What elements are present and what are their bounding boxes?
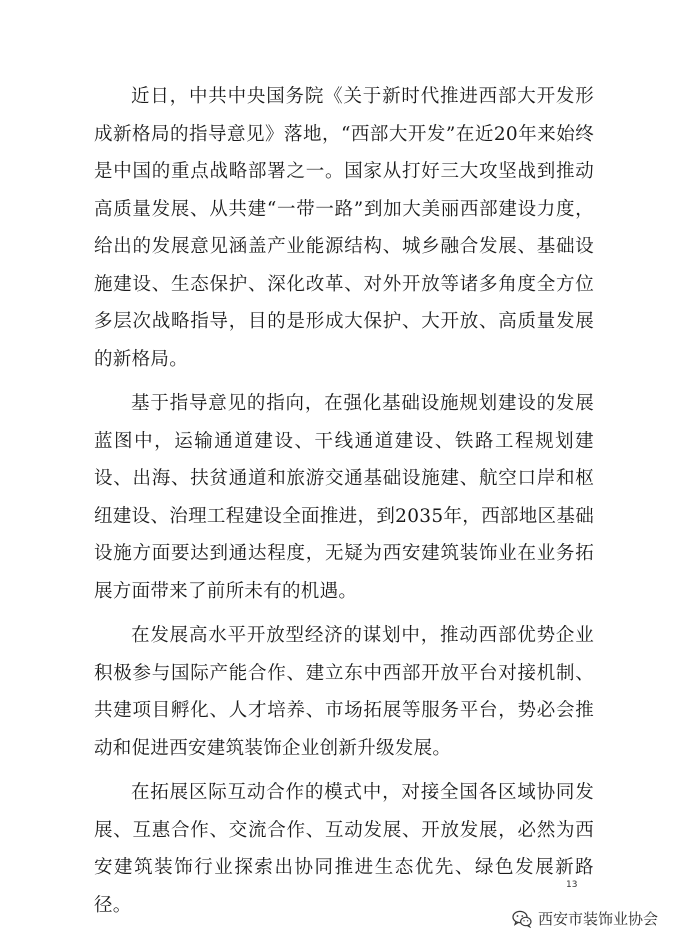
watermark-text: 西安市装饰业协会 xyxy=(537,910,658,928)
wechat-watermark xyxy=(512,908,658,929)
paragraph-1: 近日，中共中央国务院《关于新时代推进西部大开发形成新格局的指导意见》落地，“西部大开发”在近20年来始终是中国的重点战略部署之一。国家从打好三大攻坚战到推动高质量发展、从共建“一带一路”到加大美丽西部建设力度，给出的发展意见涵盖产业能源结构、城乡融合发展、基础设施建设、生态保护、深化改革、对外开放等诸多角度全方位多层次战略指导，目的是形成大保护、大开放、高质量发展的新格局。 xyxy=(94,86,594,370)
document-body xyxy=(94,78,594,931)
wechat-icon xyxy=(512,910,532,928)
paragraph-2: 基于指导意见的指向，在强化基础设施规划建设的发展蓝图中，运输通道建设、干线通道建设、铁路工程规划建设、出海、扶贫通道和旅游交通基础设施建、航空口岸和枢纽建设、治理工程建设全面推进，到2035年，西部地区基础设施方面要达到通达程度，无疑为西安建筑装饰业在业务拓展方面带来了前所未有的机遇。 xyxy=(94,393,594,602)
page-number: 13 xyxy=(566,880,578,890)
paragraph-3: 在发展高水平开放型经济的谋划中，推动西部优势企业积极参与国际产能合作、建立东中西部开放平台对接机制、共建项目孵化、人才培养、市场拓展等服务平台，势必会推动和促进西安建筑装饰企业创新升级发展。 xyxy=(94,625,594,759)
paragraph-4: 在拓展区际互动合作的模式中，对接全国各区域协同发展、互惠合作、交流合作、互动发展、开放发展，必然为西安建筑装饰行业探索出协同推进生态优先、绿色发展新路径。 xyxy=(94,782,594,916)
